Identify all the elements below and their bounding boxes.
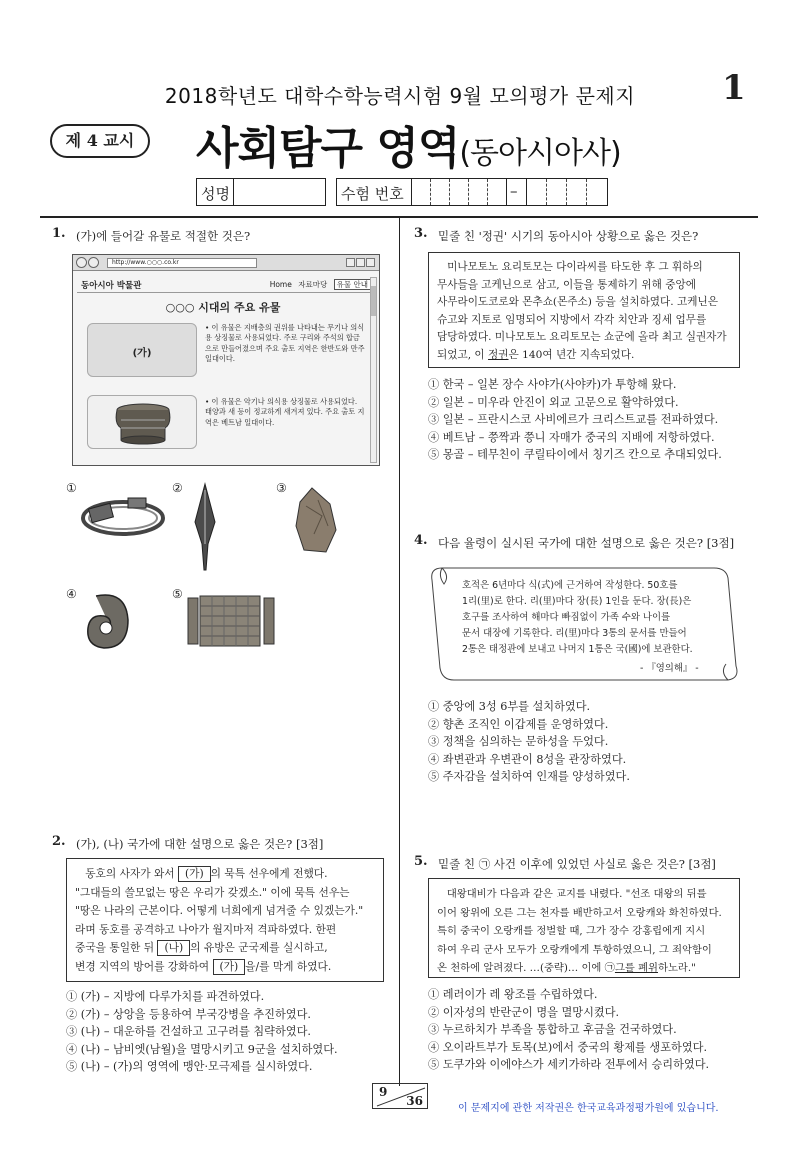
q3-choice-3[interactable]: ③ 일본 – 프란시스코 사비에르가 크리스트교를 전파하였다. [428,413,719,427]
q2-choice-1[interactable]: ① (가) – 지방에 다루가치를 파견하였다. [66,990,265,1003]
q1-choice-4-label: ④ [66,587,77,601]
subject-paren: (동아시아사) [459,136,621,171]
browser-url[interactable]: http://www.○○○.co.kr [107,258,257,268]
column-divider [399,216,400,1086]
page-current: 9 [379,1085,388,1099]
q5-choice-1[interactable]: ① 레러이가 레 왕조를 수립하였다. [428,988,598,1001]
window-controls [345,258,375,269]
choice-1-bronze-belt-icon[interactable] [78,490,168,544]
browser-scrollbar[interactable] [370,277,377,463]
q3-choice-4[interactable]: ④ 베트남 – 쯩짝과 쯩니 자매가 중국의 지배에 저항하였다. [428,430,715,444]
q5-question: 밑줄 친 ㉠ 사건 이후에 있었던 사실로 옳은 것은? [3점] [438,857,716,871]
q1-choice-3-label: ③ [276,481,287,495]
site-name: 동아시아 박물관 [81,281,142,291]
q4-choice-1[interactable]: ① 중앙에 3성 6부를 설치하였다. [428,700,591,713]
name-field[interactable] [196,178,326,206]
q4-question: 다음 율령이 실시된 국가에 대한 설명으로 옳은 것은? [3점] [438,536,735,550]
choice-4-jade-ornament-icon[interactable] [82,590,132,652]
page-number: 1 [722,68,746,108]
q3-choices [428,376,722,464]
q4-choice-2[interactable]: ② 향촌 조직인 이갑제를 운영하였다. [428,717,609,731]
q1-number: 1. [52,226,66,241]
site-nav [266,279,371,290]
q3-choice-1[interactable]: ① 한국 – 일본 장수 사야가(사야카)가 투항해 왔다. [428,378,677,391]
exam-number-hyphen: – [510,182,518,200]
minimize-icon[interactable] [346,258,355,267]
q2-choices [66,988,338,1076]
exhibit-ga-placeholder [87,323,197,377]
exam-title: 2018학년도 대학수학능력시험 9월 모의평가 문제지 [164,84,636,108]
bronze-drum-image [87,395,197,449]
q3-choice-5[interactable]: ⑤ 몽골 – 테무친이 쿠릴타이에서 칭기즈 칸으로 추대되었다. [428,448,722,462]
q3-number: 3. [414,226,428,241]
q3-underline-jeonggwon: 정권 [488,348,509,361]
subject-name: 사회탐구 영역 [196,123,460,174]
copyright-notice: 이 문제지에 관한 저작권은 한국교육과정평가원에 있습니다. [458,1103,719,1114]
choice-3-hand-axe-icon[interactable] [292,486,338,556]
page-total: 36 [406,1094,423,1108]
q1-choice-5-label: ⑤ [172,587,183,601]
exhibit-page-title: ○○○ 시대의 주요 유물 [165,301,281,314]
exhibit-ga-label: (가) [132,348,152,359]
exhibit-ga-description: • 이 유물은 지배층의 권위를 나타내는 무기나 의식용 상징물로 사용되었다. 주로 구리와 주석의 합금으로 만들어졌으며 주요 출토 지역은 한반도와 만주 일대이다. [205,323,365,364]
page-counter [372,1083,428,1109]
site-header [77,277,373,293]
back-icon[interactable] [76,257,87,268]
q4-choices [428,698,630,786]
q5-number: 5. [414,854,428,869]
nav-guide[interactable]: 유물 안내 [334,279,371,290]
q2-question: (가), (나) 국가에 대한 설명으로 옳은 것은? [3점] [76,837,324,851]
forward-icon[interactable] [88,257,99,268]
q2-choice-2[interactable]: ② (가) – 상앙을 등용하여 부국강병을 추진하였다. [66,1007,311,1021]
nav-archive[interactable]: 자료마당 [298,280,328,289]
q2-choice-3[interactable]: ③ (나) – 대운하를 건설하고 고구려를 침략하였다. [66,1025,311,1039]
q5-choice-2[interactable]: ② 이자성의 반란군이 명을 멸망시켰다. [428,1005,620,1019]
maximize-icon[interactable] [356,258,365,267]
exhibit-drum-description: • 이 유물은 악기나 의식용 상징물로 사용되었다. 태양과 새 등이 정교하게 새겨져 있다. 주요 출토 지역은 베트남 일대이다. [205,397,365,427]
q4-number: 4. [414,533,428,548]
q5-choice-4[interactable]: ④ 오이라트부가 토목(보)에서 중국의 황제를 생포하였다. [428,1040,708,1054]
q2-choice-5[interactable]: ⑤ (나) – (가)의 영역에 맹안·모극제를 실시하였다. [66,1060,313,1074]
period-badge: 제 4 교시 [50,124,150,158]
q4-choice-5[interactable]: ⑤ 주자감을 설치하여 인재를 양성하였다. [428,770,630,784]
q2-box-na: (나) [157,940,190,956]
close-icon[interactable] [366,258,375,267]
q5-passage: 대왕대비가 다음과 같은 교지를 내렸다. "선조 대왕의 뒤를 이어 왕위에 오른 그는 천자를 배반하고서 오랑캐와 화친하였다. 특히 중국이 오랑캐를 정벌할 때, 그가 장수 강홍립에게 지시 하여 우리 군사 모두가 오랑캐에게 투항하였으니, 그 죄악함이 온 천하에 알려졌다. …(중략)… 이에 ㉠그를 폐위하노라." [428,878,740,978]
q2-box-ga2: (가) [213,959,246,975]
q5-choice-5[interactable]: ⑤ 도쿠가와 이에야스가 세키가하라 전투에서 승리하였다. [428,1058,710,1072]
q1-question: (가)에 들어갈 유물로 적절한 것은? [76,229,251,243]
q2-box-ga: (가) [178,866,211,882]
museum-webpage [72,254,380,466]
nav-home[interactable]: Home [269,280,292,289]
q4-source: - 『영의해』 - [640,663,699,674]
q3-choice-2[interactable]: ② 일본 – 미우라 안진이 외교 고문으로 활약하였다. [428,395,679,409]
q2-number: 2. [52,834,66,849]
q2-passage: 동호의 사자가 와서 (가) 의 묵특 선우에게 전했다. "그대들의 쓸모없는 땅은 우리가 갖겠소." 이에 묵특 선우는 "땅은 나라의 근본이다. 어떻게 너희에게 넘겨줄 수 있겠는가." 라며 동호를 공격하고 나아가 월지마저 격파하였다. 한편 중국을 통일한 뒤 (나) 의 유방은 군국제를 실시하고, 변경 지역의 방어를 강화하여 (가) 을/를 막게 하였다. [66,858,384,982]
q5-choice-3[interactable]: ③ 누르하치가 부족을 통합하고 후금을 건국하였다. [428,1023,677,1037]
choice-2-bronze-dagger-icon[interactable] [190,482,220,572]
subject-title [196,112,621,176]
q5-underline-deposition: 그를 폐위 [614,962,658,975]
q4-choice-4[interactable]: ④ 좌변관과 우변관이 8성을 관장하였다. [428,752,627,766]
q1-choice-1-label: ① [66,481,77,495]
browser-nav [76,257,102,269]
q1-choice-2-label: ② [172,481,183,495]
exam-number-field[interactable] [336,178,608,206]
q4-passage: 호적은 6년마다 식(式)에 근거하여 작성한다. 50호를 1리(里)로 한다. 리(里)마다 장(長) 1인을 둔다. 장(長)은 호구를 조사하여 해마다 빠짐없이 가족 수와 나이를 문서 대장에 기록한다. 리(里)마다 3통의 문서를 만들어 2통은 태정관에 보내고 나머지 1통은 국(國)에 보관한다. [462,580,693,655]
exam-number-label: 수험 번호 [341,185,404,203]
name-label: 성명 [201,185,230,203]
q5-choices [428,986,709,1074]
q3-passage: 미나모토노 요리토모는 다이라씨를 타도한 후 그 휘하의 무사들을 고케닌으로 삼고, 이들을 통제하기 위해 중앙에 사무라이도코로와 몬추쇼(몬주소) 등을 설치하였다. 고케닌은 슈고와 지토로 임명되어 지방에서 각각 치안과 징세 업무를 담당하였다. 미나모토노 요리토모는 쇼군에 올라 최고 실권자가 되었고, 이 정권은 140여 년간 지속되었다. [428,252,740,368]
choice-5-armor-plates-icon[interactable] [186,594,278,648]
browser-toolbar [73,255,379,271]
q4-choice-3[interactable]: ③ 정책을 심의하는 문하성을 두었다. [428,735,609,749]
q3-question: 밑줄 친 '정권' 시기의 동아시아 상황으로 옳은 것은? [438,229,699,243]
q2-choice-4[interactable]: ④ (나) – 남비엣(남월)을 멸망시키고 9군을 설치하였다. [66,1042,338,1056]
